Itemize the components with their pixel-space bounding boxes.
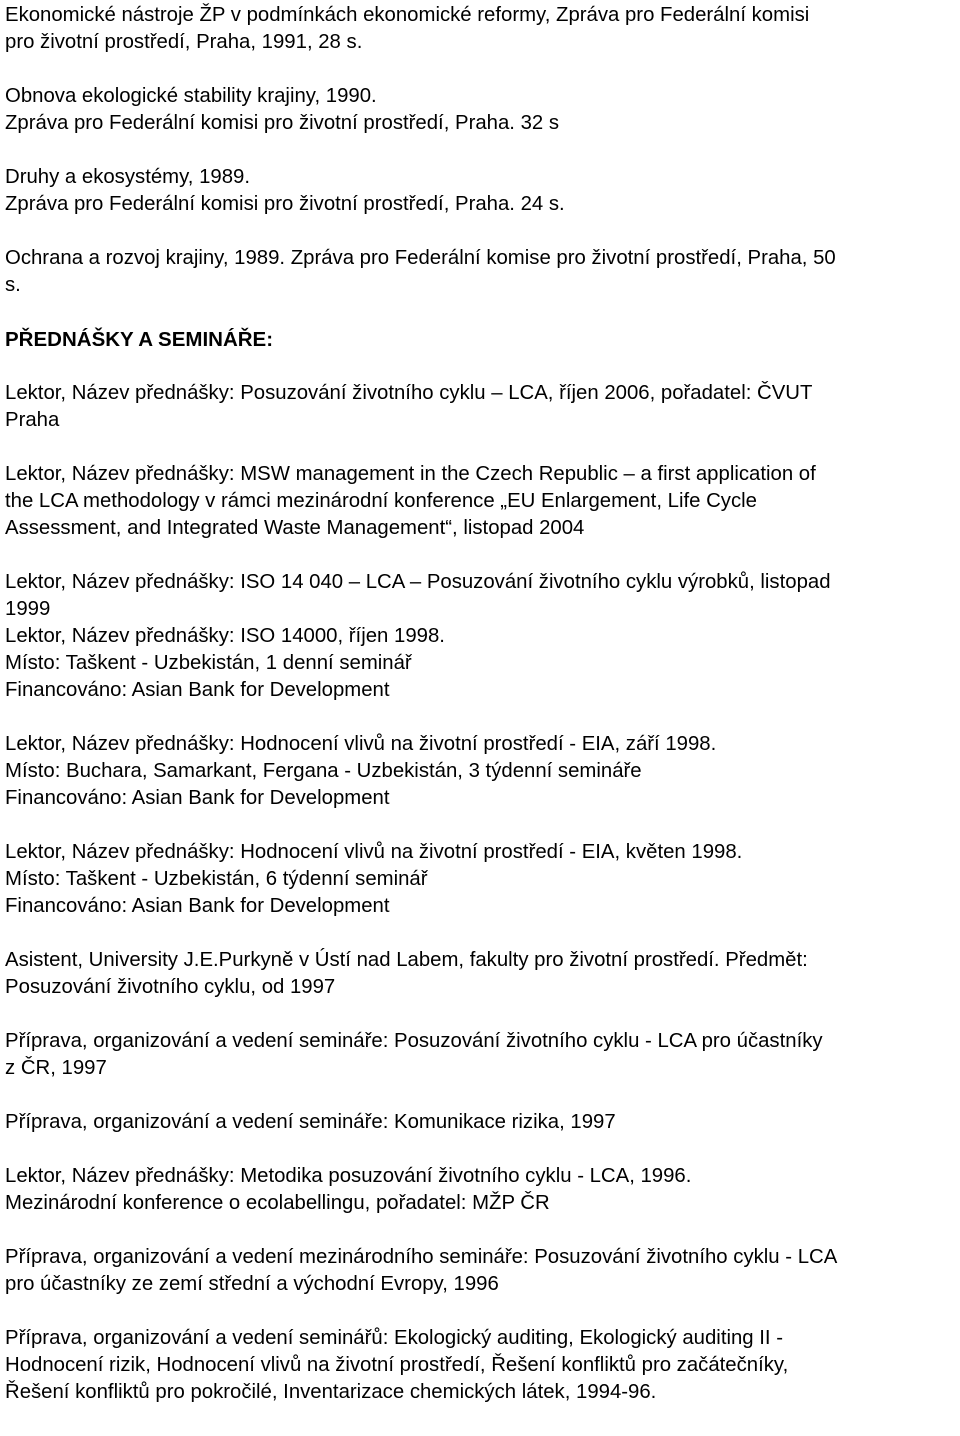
entry-line: Hodnocení rizik, Hodnocení vlivů na životní prostředí, Řešení konfliktů pro začátečníky, xyxy=(5,1354,789,1376)
entry-line: Assessment, and Integrated Waste Management“, listopad 2004 xyxy=(5,517,585,539)
lecture-entry xyxy=(5,1028,957,1082)
lectures-list xyxy=(5,380,957,1406)
entry-line: Financováno: Asian Bank for Development xyxy=(5,679,390,701)
lecture-entry xyxy=(5,1244,957,1298)
entry-line: Ekonomické nástroje ŽP v podmínkách ekonomické reformy, Zpráva pro Federální komisi xyxy=(5,4,810,26)
lecture-entry xyxy=(5,569,957,704)
entry-line: Příprava, organizování a vedení seminářů: Ekologický auditing, Ekologický auditing II - xyxy=(5,1327,783,1349)
publication-entry xyxy=(5,164,957,218)
entry-line: Lektor, Název přednášky: Metodika posuzování životního cyklu - LCA, 1996. xyxy=(5,1165,692,1187)
document-page xyxy=(5,2,957,1433)
entry-line: 1999 xyxy=(5,598,51,620)
entry-line: s. xyxy=(5,274,21,296)
entry-line: Místo: Buchara, Samarkant, Fergana - Uzbekistán, 3 týdenní semináře xyxy=(5,760,642,782)
entry-line: Zpráva pro Federální komisi pro životní prostředí, Praha. 32 s xyxy=(5,112,560,134)
entry-line: z ČR, 1997 xyxy=(5,1057,107,1079)
publications-list xyxy=(5,2,957,299)
section-heading: PŘEDNÁŠKY A SEMINÁŘE: xyxy=(5,328,274,351)
lecture-entry xyxy=(5,731,957,812)
entry-line: Obnova ekologické stability krajiny, 1990. xyxy=(5,85,377,107)
lecture-entry xyxy=(5,461,957,542)
entry-line: Zpráva pro Federální komisi pro životní prostředí, Praha. 24 s. xyxy=(5,193,565,215)
entry-line: Mezinárodní konference o ecolabellingu, pořadatel: MŽP ČR xyxy=(5,1192,550,1214)
entry-line: Druhy a ekosystémy, 1989. xyxy=(5,166,250,188)
entry-line: Financováno: Asian Bank for Development xyxy=(5,787,390,809)
entry-line: Místo: Taškent - Uzbekistán, 1 denní seminář xyxy=(5,652,412,674)
entry-line: Financováno: Asian Bank for Development xyxy=(5,895,390,917)
entry-line: Lektor, Název přednášky: MSW management in the Czech Republic – a first application of xyxy=(5,463,816,485)
entry-line: Lektor, Název přednášky: Hodnocení vlivů na životní prostředí - EIA, září 1998. xyxy=(5,733,717,755)
lecture-entry xyxy=(5,947,957,1001)
lecture-entry xyxy=(5,1109,957,1136)
entry-line: Ochrana a rozvoj krajiny, 1989. Zpráva pro Federální komise pro životní prostředí, Praha, 50 xyxy=(5,247,836,269)
lecture-entry xyxy=(5,380,957,434)
entry-line: Příprava, organizování a vedení mezinárodního semináře: Posuzování životního cyklu - LCA xyxy=(5,1246,838,1268)
entry-line: Příprava, organizování a vedení semináře: Posuzování životního cyklu - LCA pro účastníky xyxy=(5,1030,823,1052)
publication-entry xyxy=(5,83,957,137)
entry-line: Řešení konfliktů pro pokročilé, Inventarizace chemických látek, 1994-96. xyxy=(5,1381,657,1403)
entry-line: Lektor, Název přednášky: Posuzování životního cyklu – LCA, říjen 2006, pořadatel: ČVUT xyxy=(5,382,813,404)
entry-line: the LCA methodology v rámci mezinárodní konference „EU Enlargement, Life Cycle xyxy=(5,490,757,512)
lecture-entry xyxy=(5,1163,957,1217)
entry-line: Praha xyxy=(5,409,60,431)
lecture-entry xyxy=(5,1325,957,1406)
entry-line: Lektor, Název přednášky: ISO 14 040 – LCA – Posuzování životního cyklu výrobků, listopad xyxy=(5,571,831,593)
publication-entry xyxy=(5,2,957,56)
entry-line: Příprava, organizování a vedení semináře: Komunikace rizika, 1997 xyxy=(5,1111,616,1133)
entry-line: Lektor, Název přednášky: Hodnocení vlivů na životní prostředí - EIA, květen 1998. xyxy=(5,841,743,863)
entry-line: pro účastníky ze zemí střední a východní Evropy, 1996 xyxy=(5,1273,499,1295)
entry-line: Lektor, Název přednášky: ISO 14000, říjen 1998. xyxy=(5,625,445,647)
entry-line: pro životní prostředí, Praha, 1991, 28 s. xyxy=(5,31,363,53)
entry-line: Posuzování životního cyklu, od 1997 xyxy=(5,976,336,998)
publication-entry xyxy=(5,245,957,299)
entry-line: Asistent, University J.E.Purkyně v Ústí nad Labem, fakulty pro životní prostředí. Předmět: xyxy=(5,949,808,971)
entry-line: Místo: Taškent - Uzbekistán, 6 týdenní seminář xyxy=(5,868,428,890)
lecture-entry xyxy=(5,839,957,920)
